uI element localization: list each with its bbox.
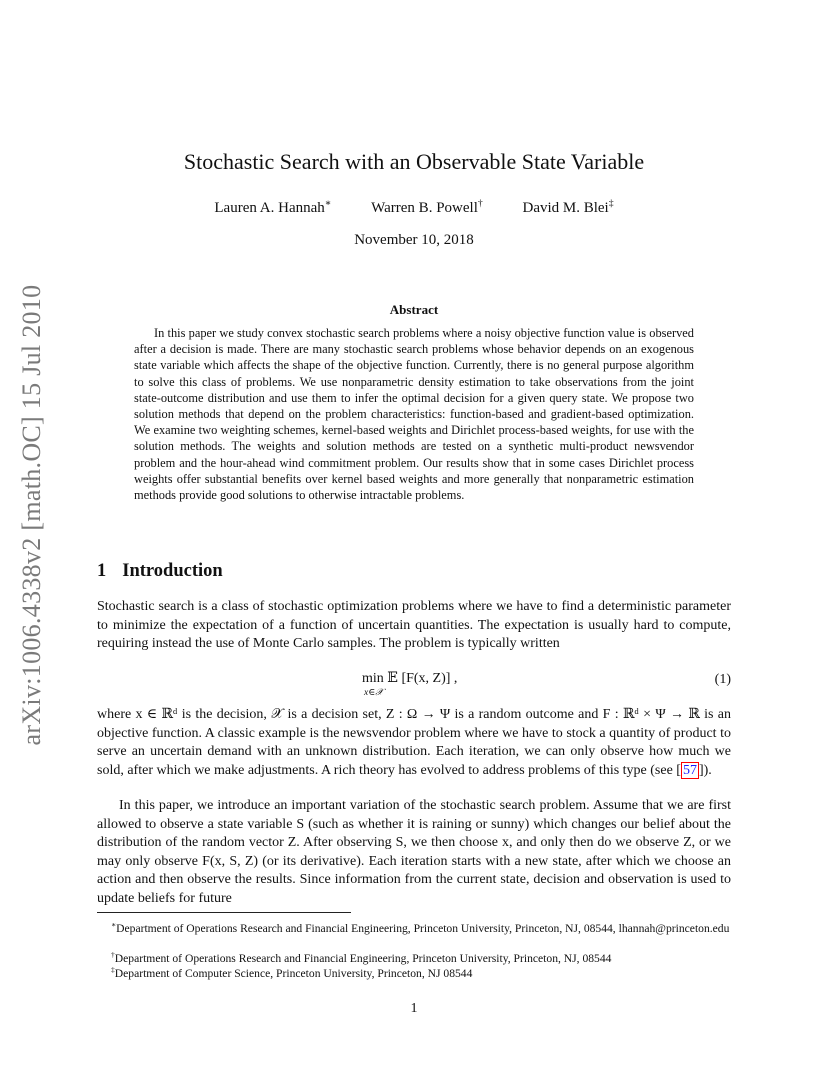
arxiv-id: arXiv:1006.4338v2 [math.OC] 15 Jul 2010 — [17, 284, 46, 746]
equation — [0, 670, 828, 700]
equation-body: min 𝔼 [F(x, Z)] , — [362, 671, 458, 686]
body-paragraph: where x ∈ ℝᵈ is the decision, 𝒳 is a decision set, Z : Ω → Ψ is a random outcome and F : ℝᵈ × Ψ → ℝ is an objective function. A classic example is the newsvendor problem where we have to stock a quantity of product to serve an uncertain demand with an unknown distribution. Each iteration, we can only observe how much we sold, after which we make adjustments. A rich theory has evolved to address problems of this type (see [ 57 ]). — [97, 707, 731, 778]
page-number: 1 — [410, 1001, 418, 1016]
author: Lauren A. Hannah∗ — [214, 198, 332, 216]
author-list — [0, 198, 828, 217]
abstract-heading: Abstract — [389, 302, 439, 317]
section-number: 1 — [97, 561, 107, 581]
section-title: Introduction — [122, 561, 223, 581]
paper-date: November 10, 2018 — [354, 232, 474, 248]
author: David M. Blei‡ — [522, 198, 614, 216]
body-paragraph: Stochastic search is a class of stochastic optimization problems where we have to find a deterministic parameter to minimize the expectation of a function of uncertain quantities. The expectation is usually hard to compute, requiring instead the use of Monte Carlo samples. The problem is typically written — [97, 599, 731, 651]
body-paragraph: In this paper, we introduce an important variation of the stochastic search problem. Assume that we are first allowed to observe a state variable S (such as whether it is raining or sunny) which changes our belief about the distribution of the random vector Z. After observing S, we then choose x, and only then do we observe Z, or we may only observe F(x, S, Z) (or its derivative). Each iteration starts with a new state, after which we choose an action and then observe the results. Since information from the current state, decision and observation is used to update beliefs for future — [97, 798, 731, 906]
abstract-body: In this paper we study convex stochastic search problems where a noisy objective function value is observed after a decision is made. There are many stochastic search problems whose behavior depends on an exogenous state variable which affects the shape of the objective function. Currently, there is no general purpose algorithm to solve this class of problems. We use nonparametric density estimation to take observations from the joint state-outcome distribution and use them to infer the optimal decision for a given query state. We propose two solution methods that depend on the problem characteristics: function-based and gradient-based optimization. We examine two weighting schemes, kernel-based weights and Dirichlet process-based weights, for use with the solution methods. The weights and solution methods are tested on a synthetic multi-product newsvendor problem and the hour-ahead wind commitment problem. Our results show that in some cases Dirichlet process weights offer substantial benefits over kernel based weights and more generally that nonparametric estimation methods provide good solutions to otherwise intractable problems. — [134, 326, 694, 503]
footnote: ‡Department of Computer Science, Princeton University, Princeton, NJ 08544 — [111, 965, 473, 980]
citation-link[interactable]: 57 — [682, 762, 697, 778]
author: Warren B. Powell† — [371, 198, 483, 216]
equation-subscript: x∈𝒳 — [364, 688, 384, 698]
paper-title: Stochastic Search with an Observable State Variable — [183, 149, 645, 174]
footnote-rule — [97, 912, 351, 913]
section-heading — [97, 561, 223, 582]
footnote: ∗Department of Operations Research and Financial Engineering, Princeton University, Princeton, NJ, 08544, lhannah@princeton.edu — [111, 920, 730, 935]
footnote: †Department of Operations Research and Financial Engineering, Princeton University, Princeton, NJ, 08544 — [111, 950, 612, 965]
equation-number: (1) — [714, 672, 731, 687]
